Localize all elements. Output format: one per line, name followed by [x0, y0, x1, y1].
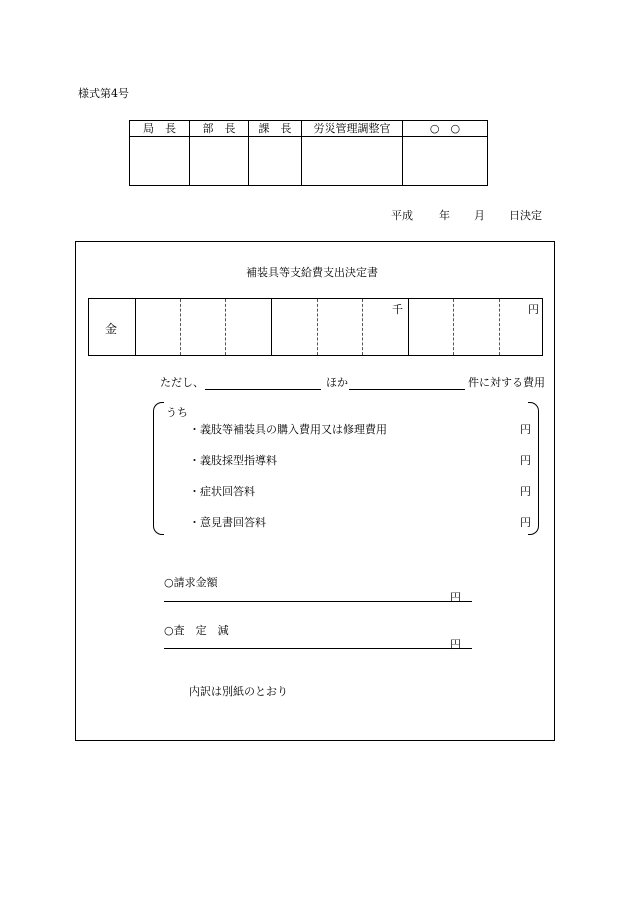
approval-header-section-chief: 課 長: [249, 121, 302, 137]
stamp-cell-section-chief[interactable]: [249, 137, 302, 186]
left-bracket: [153, 402, 164, 535]
breakdown-note: 内訳は別紙のとおり: [189, 685, 288, 698]
stamp-cell-director-general[interactable]: [130, 137, 190, 186]
claim-amount-line[interactable]: [164, 601, 472, 602]
breakdown-item-symptom-reply-fee: ・症状回答料: [189, 485, 255, 498]
proviso-blank-2[interactable]: [349, 389, 465, 390]
stamp-cell-other[interactable]: [403, 137, 488, 186]
digit-separator: [317, 299, 318, 355]
date-era: 平成: [391, 209, 413, 222]
stamp-cell-department-head[interactable]: [190, 137, 249, 186]
proviso-blank-1[interactable]: [205, 389, 321, 390]
amount-label: 金: [105, 322, 118, 336]
assessment-reduction-line[interactable]: [164, 648, 472, 649]
breakdown-item-opinion-reply-fee: ・意見書回答料: [189, 516, 266, 529]
amount-grid: [88, 298, 543, 356]
breakdown-label: うち: [166, 406, 188, 419]
approval-header-director-general: 局 長: [130, 121, 190, 137]
assessment-reduction-unit: 円: [450, 638, 461, 651]
breakdown-item-unit: 円: [520, 454, 531, 467]
date-day-suffix: 日決定: [509, 209, 542, 222]
proviso-middle: ほか: [326, 376, 348, 389]
assessment-reduction-label: ○査 定 減: [164, 624, 229, 637]
digit-separator: [225, 299, 226, 355]
date-year-unit: 年: [439, 209, 450, 222]
amount-grid-divider: [135, 299, 136, 355]
unit-yen-label: 円: [528, 303, 539, 316]
claim-amount-unit: 円: [450, 591, 461, 604]
breakdown-item-unit: 円: [520, 485, 531, 498]
form-number: 様式第4号: [78, 87, 129, 100]
amount-grid-divider: [408, 299, 409, 355]
amount-grid-divider: [271, 299, 272, 355]
proviso-suffix: 件に対する費用: [468, 376, 545, 389]
proviso-prefix: ただし、: [160, 376, 204, 389]
approval-header-department-head: 部 長: [190, 121, 249, 137]
digit-separator: [362, 299, 363, 355]
approval-header-other: ○ ○: [403, 121, 488, 137]
claim-amount-label: ○請求金額: [164, 576, 218, 589]
breakdown-item-fitting-fee: ・義肢採型指導料: [189, 454, 277, 467]
digit-separator: [499, 299, 500, 355]
breakdown-item-unit: 円: [520, 423, 531, 436]
breakdown-item-purchase-repair: ・義肢等補装具の購入費用又は修理費用: [189, 423, 387, 436]
breakdown-item-unit: 円: [520, 516, 531, 529]
digit-separator: [180, 299, 181, 355]
form-title: 補装具等支給費支出決定書: [246, 266, 378, 279]
date-month-unit: 月: [474, 209, 485, 222]
stamp-cell-coordinator[interactable]: [302, 137, 403, 186]
unit-thousand-label: 千: [392, 303, 403, 316]
digit-separator: [453, 299, 454, 355]
approval-stamp-table: [129, 120, 488, 186]
approval-header-coordinator: 労災管理調整官: [302, 121, 403, 137]
